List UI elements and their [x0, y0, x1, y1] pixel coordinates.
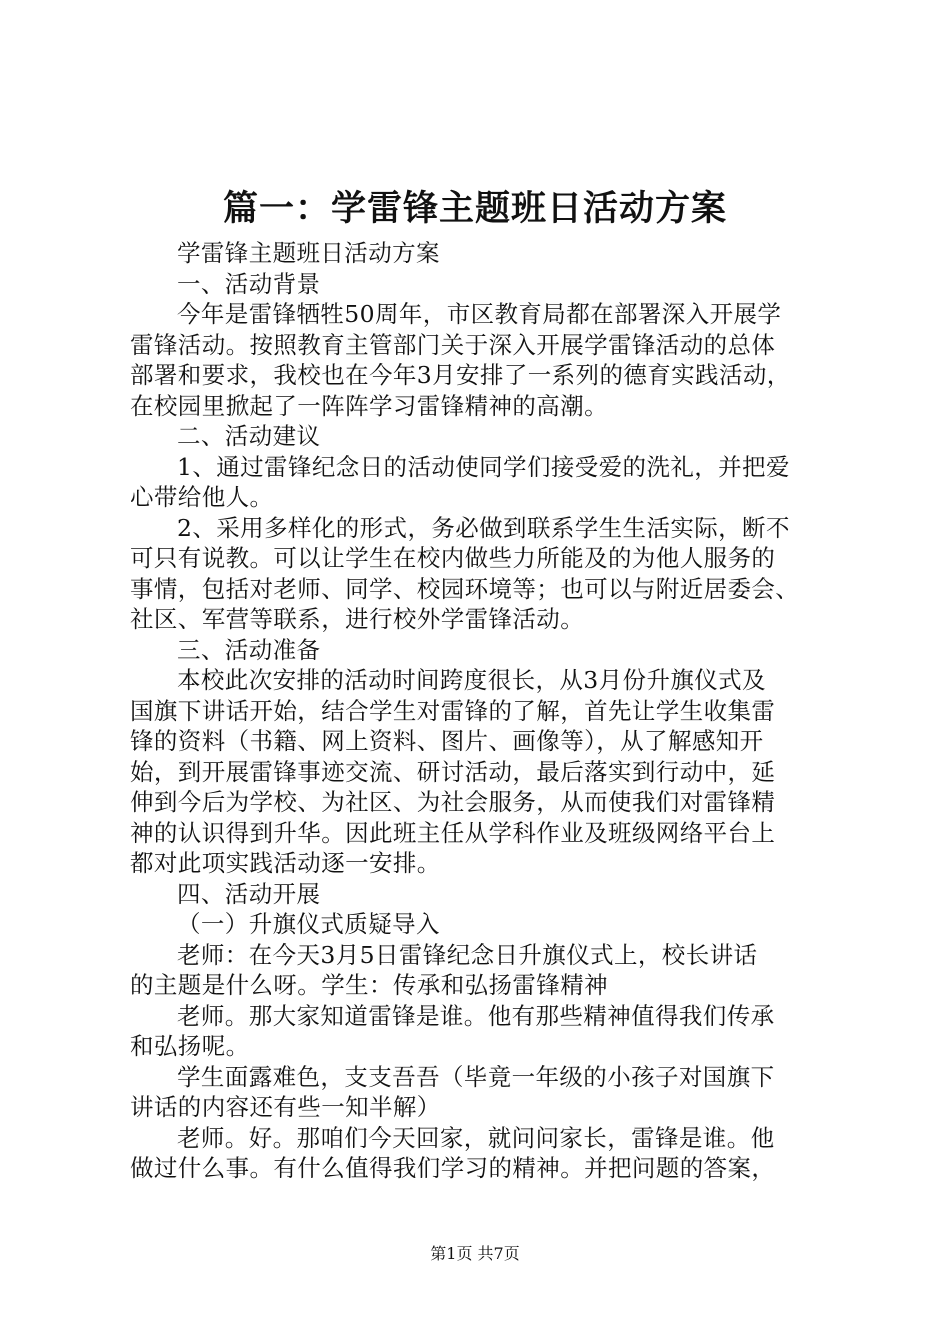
text-line: 都对此项实践活动逐一安排。	[130, 849, 441, 877]
text-line: 1、通过雷锋纪念日的活动使同学们接受爱的洗礼，并把爱	[177, 452, 790, 481]
text-line: 老师：在今天3月5日雷锋纪念日升旗仪式上，校长讲话	[177, 940, 758, 969]
text-line: 事情，包括对老师、同学、校园环境等；也可以与附近居委会、	[130, 574, 800, 603]
text-line: 在校园里掀起了一阵阵学习雷锋精神的高潮。	[130, 391, 608, 420]
text-line: 讲话的内容还有些一知半解）	[130, 1093, 441, 1121]
text-line: 国旗下讲话开始，结合学生对雷锋的了解，首先让学生收集雷	[130, 696, 776, 725]
text-line: 部署和要求，我校也在今年3月安排了一系列的德育实践活动，	[130, 361, 791, 389]
section-heading: 一、活动背景	[177, 269, 321, 298]
text-line: 今年是雷锋牺牲50周年，市区教育局都在部署深入开展学	[177, 300, 782, 328]
text-line: 学雷锋主题班日活动方案	[177, 239, 440, 267]
text-line: 可只有说教。可以让学生在校内做些力所能及的为他人服务的	[130, 544, 776, 572]
document-title: 篇一：学雷锋主题班日活动方案	[222, 188, 727, 229]
text-line: 雷锋活动。按照教育主管部门关于深入开展学雷锋活动的总体	[130, 330, 776, 359]
text-line: 和弘扬呢。	[130, 1032, 250, 1060]
text-line: 锋的资料（书籍、网上资料、图片、画像等），从了解感知开	[130, 727, 764, 755]
section-heading: 四、活动开展	[177, 879, 321, 908]
text-line: 老师。那大家知道雷锋是谁。他有那些精神值得我们传承	[177, 1001, 775, 1030]
section-heading: 三、活动准备	[177, 635, 321, 664]
text-line: 始，到开展雷锋事迹交流、研讨活动，最后落实到行动中，延	[130, 757, 776, 786]
subsection-heading: （一）升旗仪式质疑导入	[177, 910, 440, 938]
text-line: 伸到今后为学校、为社区、为社会服务，从而使我们对雷锋精	[130, 788, 776, 816]
text-line: 社区、军营等联系，进行校外学雷锋活动。	[130, 605, 585, 633]
text-line: 2、采用多样化的形式，务必做到联系学生生活实际，断不	[177, 513, 790, 542]
text-line: 本校此次安排的活动时间跨度很长，从3月份升旗仪式及	[177, 666, 766, 694]
text-line: 老师。好。那咱们今天回家，就问问家长，雷锋是谁。他	[177, 1123, 775, 1152]
text-line: 做过什么事。有什么值得我们学习的精神。并把问题的答案，	[130, 1154, 776, 1182]
text-line: 心带给他人。	[130, 483, 274, 511]
text-line: 神的认识得到升华。因此班主任从学科作业及班级网络平台上	[130, 818, 776, 847]
document-body	[130, 238, 830, 1184]
section-heading: 二、活动建议	[177, 422, 321, 450]
page-number-footer: 第1页 共7页	[430, 1244, 520, 1263]
text-line: 学生面露难色，支支吾吾（毕竟一年级的小孩子对国旗下	[177, 1062, 775, 1091]
text-line: 的主题是什么呀。学生：传承和弘扬雷锋精神	[130, 971, 608, 999]
